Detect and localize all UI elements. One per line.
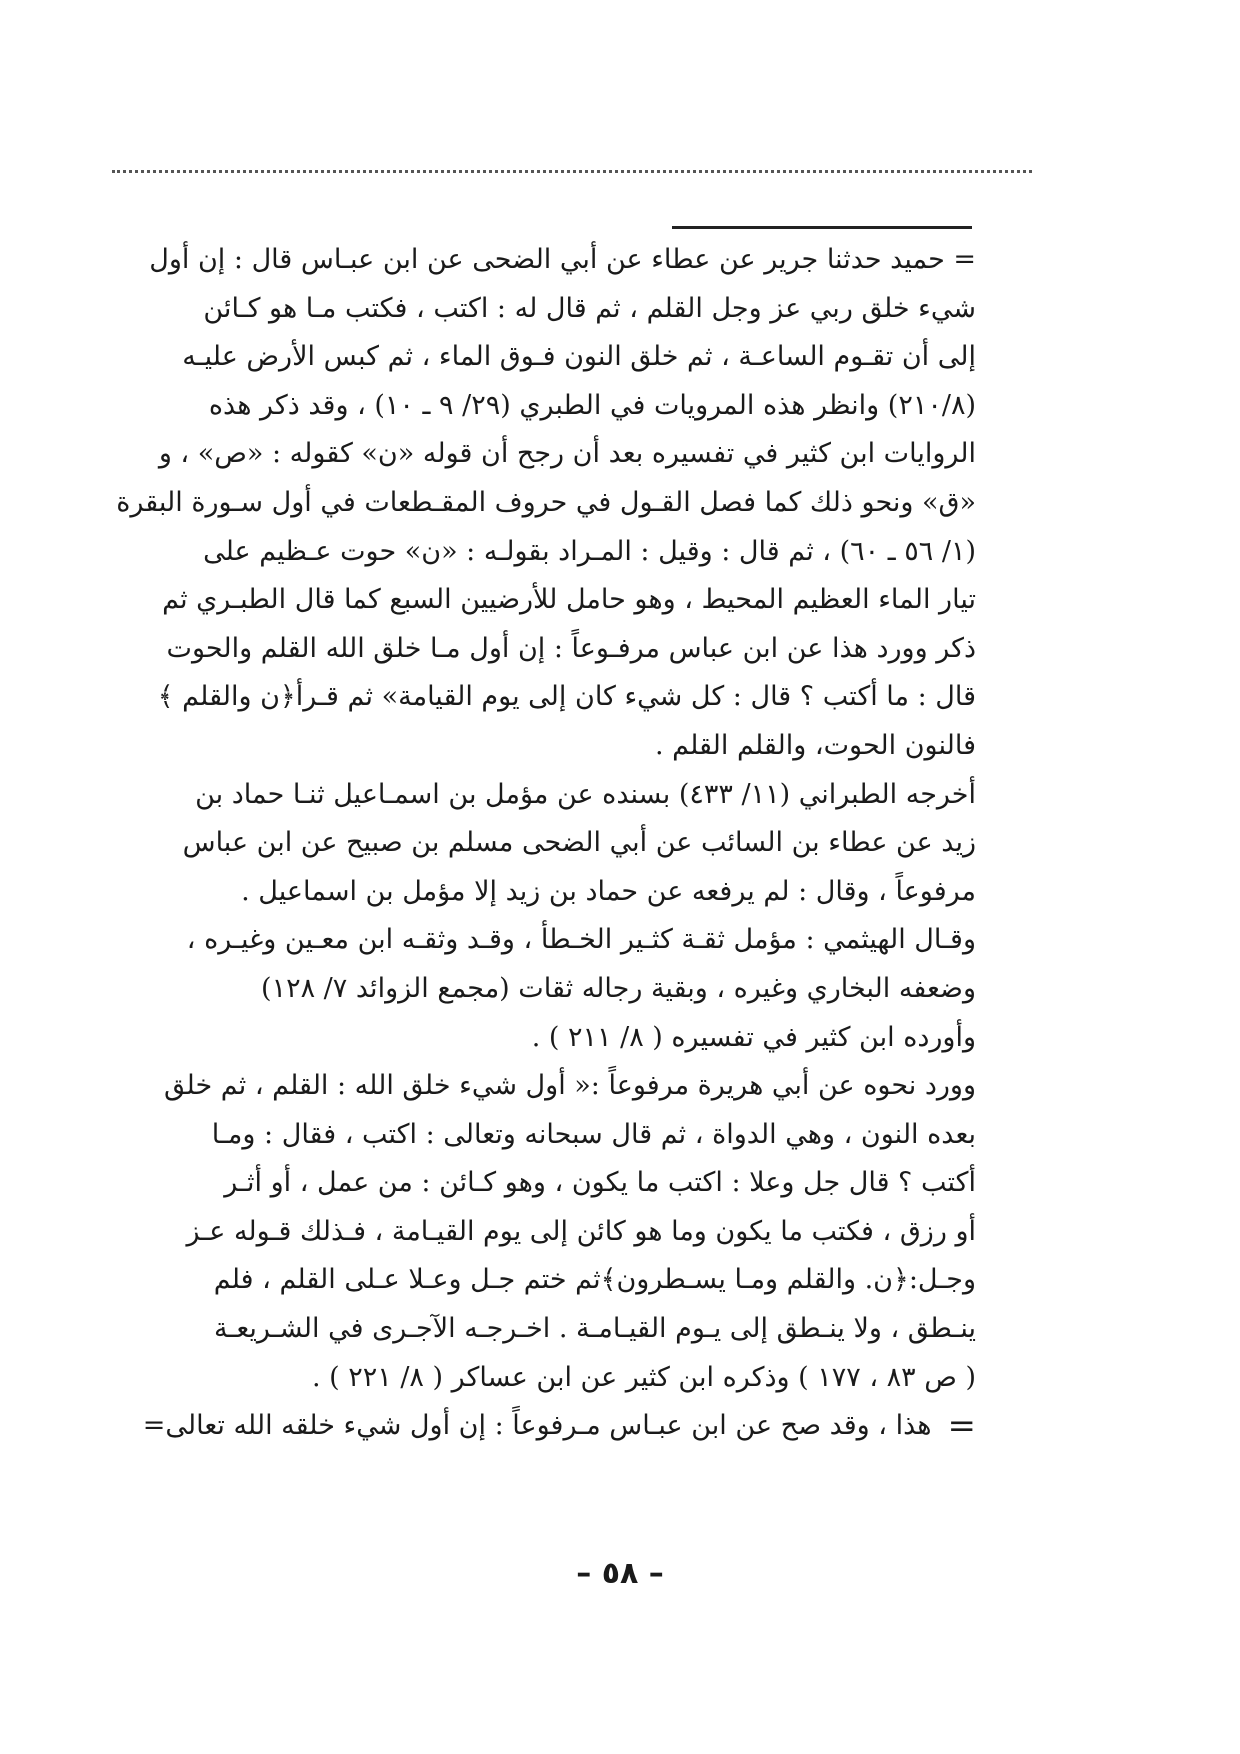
continuation-text: هذا ، وقد صح عن ابن عبـاس مـرفوعاً : إن أول شيء خلقه الله تعالى=: [142, 1410, 932, 1442]
text-line: فالنون الحوت، والقلم القلم .: [654, 729, 976, 761]
text-line: وجـل:﴿ن. والقلم ومـا يسـطرون﴾ثم ختم جـل وعـلا عـلى القلم ، فلم: [213, 1264, 976, 1296]
text-line: وأورده ابن كثير في تفسيره ( ٨/ ٢١١ ) .: [531, 1021, 976, 1053]
text-line: تيار الماء العظيم المحيط ، وهو حامل للأرضيين السبع كما قال الطبـري ثم: [162, 584, 976, 616]
text-line: ( ص ٨٣ ، ١٧٧ ) وذكره ابن كثير عن ابن عساكر ( ٨/ ٢٢١ ) .: [311, 1361, 976, 1393]
continuation-line: [108, 1402, 976, 1451]
text-line: = حميد حدثنا جرير عن عطاء عن أبي الضحى عن ابن عبـاس قال : إن أول: [149, 244, 976, 275]
text-line: ذكر وورد هذا عن ابن عباس مرفـوعاً : إن أول مـا خلق الله القلم والحوت: [166, 632, 976, 664]
text-line: أخرجه الطبراني (١١/ ٤٣٣) بسنده عن مؤمل بن اسمـاعيل ثنـا حماد بن: [195, 778, 976, 810]
text-line: مرفوعاً ، وقال : لم يرفعه عن حماد بن زيد إلا مؤمل بن اسماعيل .: [241, 875, 976, 907]
text-line: وضعفه البخاري وغيره ، وبقية رجاله ثقات (مجمع الزوائد ٧/ ١٢٨): [261, 972, 976, 1004]
text-line: شيء خلق ربي عز وجل القلم ، ثم قال له : اكتب ، فكتب مـا هو كـائن: [203, 292, 976, 324]
page-number: – ٥٨ –: [576, 1556, 664, 1591]
text-line: قال : ما أكتب ؟ قال : كل شيء كان إلى يوم القيامة» ثم قـرأ﴿ن والقلم ﴾: [157, 681, 976, 713]
text-line: وورد نحوه عن أبي هريرة مرفوعاً :« أول شيء خلق الله : القلم ، ثم خلق: [164, 1070, 976, 1102]
footnote-rule: [672, 226, 972, 229]
continuation-mark: =: [947, 1406, 976, 1447]
text-line: (٢١٠/٨) وانظر هذه المرويات في الطبري (٢٩/ ٩ ـ ١٠) ، وقد ذكر هذه: [208, 389, 976, 421]
footnote-text: [108, 236, 976, 1451]
text-line: بعده النون ، وهي الدواة ، ثم قال سبحانه وتعالى : اكتب ، فقال : ومـا: [211, 1118, 976, 1150]
text-line: إلى أن تقـوم الساعـة ، ثم خلق النون فـوق الماء ، ثم كبس الأرض عليـه: [182, 341, 976, 373]
dotted-separator: [112, 170, 1032, 193]
text-line: أكتب ؟ قال جل وعلا : اكتب ما يكون ، وهو كـائن : من عمل ، أو أثـر: [224, 1167, 976, 1199]
text-line: ينـطق ، ولا ينـطق إلى يـوم القيـامـة . اخـرجـه الآجـرى في الشـريعـة: [213, 1313, 976, 1345]
text-line: زيد عن عطاء بن السائب عن أبي الضحى مسلم بن صبيح عن ابن عباس: [182, 827, 976, 859]
text-line: وقـال الهيثمي : مؤمل ثقـة كثـير الخـطأ ، وقـد وثقـه ابن معـين وغيـره ،: [186, 924, 976, 956]
text-line: (١/ ٥٦ ـ ٦٠) ، ثم قال : وقيل : المـراد بقولـه : «ن» حوت عـظيم على: [203, 535, 976, 567]
text-line: الروايات ابن كثير في تفسيره بعد أن رجح أن قوله «ن» كقوله : «ص» ، و: [158, 438, 976, 470]
text-line: أو رزق ، فكتب ما يكون وما هو كائن إلى يوم القيـامة ، فـذلك قـوله عـز: [186, 1215, 976, 1247]
text-line: «ق» ونحو ذلك كما فصل القـول في حروف المقـطعات في أول سـورة البقرة: [116, 486, 976, 518]
